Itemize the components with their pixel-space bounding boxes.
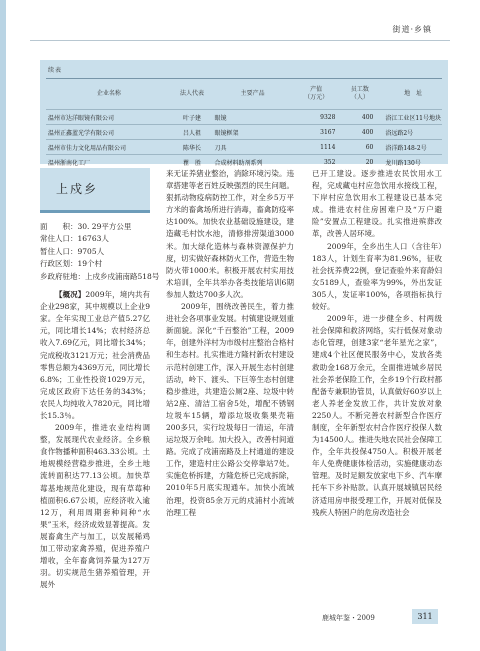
header-person: 法人代表 — [180, 90, 205, 97]
cell-name: 温州正鑫蓝光学有限公司 — [46, 125, 171, 140]
cell-product: 眼镜 — [213, 110, 291, 125]
cell-person: 瞿 胜 — [171, 155, 214, 170]
cell-address: 浴远路2号 — [379, 125, 442, 140]
paragraph-continued: 已开工建设。逐步推进农民饮用水工程，完成藏屯村应急饮用水接线工程，下岸村应急饮用水工程建设已基本完成。推进农村住房困难户及“万户避险”安置点工程建设。扎实推进殡葬改革，改善人居环境。 — [312, 169, 442, 239]
cell-product: 刀具 — [213, 140, 291, 155]
header-employees — [339, 79, 379, 110]
fact-resident-population: 常住人口：16763人 — [40, 234, 109, 244]
table-header-row — [46, 79, 442, 110]
page-number: 311 — [412, 609, 438, 624]
fact-temporary-population: 暂住人口：9705人 — [40, 246, 105, 256]
header-rule — [30, 40, 450, 41]
cell-person: 吕人祖 — [171, 125, 214, 140]
town-facts — [40, 221, 160, 283]
cell-address: 龙川路130号 — [379, 155, 442, 170]
text-column-3 — [312, 168, 442, 519]
section-header: 街道·乡镇 — [392, 25, 432, 34]
header-emp-line2: （人） — [350, 94, 369, 101]
cell-employees: 400 — [339, 110, 379, 125]
cell-value: 352 — [292, 155, 340, 170]
left-decorative-bar — [0, 0, 6, 651]
cell-address: 浴江工业区11号地块 — [379, 110, 442, 125]
header-value-line1: 产值 — [310, 86, 323, 93]
article-title: 上戍乡 — [56, 181, 99, 196]
fact-administrative-division: 行政区划：19个村 — [40, 259, 103, 269]
cell-value: 9328 — [292, 110, 340, 125]
cell-employees: 20 — [339, 155, 379, 170]
enterprise-table-panel — [40, 60, 448, 167]
fact-government-seat: 乡政府驻地：上戍乡戍浦南路518号 — [40, 271, 160, 281]
cell-name: 温州浙南化工厂 — [46, 155, 171, 170]
table-row — [46, 110, 442, 125]
header-value — [292, 79, 340, 110]
table-row — [46, 155, 442, 170]
cell-product: 眼镜框架 — [213, 125, 291, 140]
cell-value: 3167 — [292, 125, 340, 140]
overview-paragraph — [40, 289, 150, 422]
cell-person: 陈华长 — [171, 140, 214, 155]
table-row — [46, 125, 442, 140]
table-row — [46, 140, 442, 155]
header-name: 企业名称 — [96, 90, 121, 97]
family-planning-paragraph: 2009年，全乡出生人口（含往年）183人，计划生育率为81.96%，征收社会抚养费22例，登记查验外来育龄妇女5189人，查验率为99%，外出发证305人，发证率100%，各项指标执行较好。 — [312, 241, 442, 312]
text-column-1 — [40, 168, 160, 591]
agriculture-paragraph: 2009年，推进农业结构调整，发展现代农业经济。全乡粮食作物播种面积463.33公顷。土地规模经营稳步推进，全乡土地流转面积达77.13公顷。加快草莓基地规范化建设，现有草莓种植面积6.67公顷，应经济收入逾12万，利用周期套种间种“水果”玉米，经济成效显著提高。发展畜禽生产与加工，以发展稀鸡加工带动家禽养殖，促进养殖户增收，全年畜禽饲养量为127万羽。切实规范生猪养殖管理，开展外 — [40, 423, 150, 590]
cell-employees: 60 — [339, 140, 379, 155]
header-value-line2: （万元） — [304, 94, 329, 101]
cell-name: 温州市佳力文化用品有限公司 — [46, 140, 171, 155]
cell-person: 叶子建 — [171, 110, 214, 125]
header-product: 主要产品 — [240, 90, 265, 97]
social-security-paragraph: 2009年，进一步健全乡、村两级社会保障和救济网络，实行低保对象动态化管理，创建3家“老年星光之家”，建成4个社区便民服务中心，发放各类救助金168万余元，全面推进城乡居民社会养老保险工作，全乡19个行政村都配备专兼职协管员，认真做好60岁以上老人养老金发放工作，共计发放对象2250人。不断完善农村新型合作医疗制度，全年新型农村合作医疗投保人数为14500人。推进失地农民社会保障工作，全年共投保4750人。积极开展老年人免费健康体检活动，实施健康动态管理。及时足额发放家电下乡、汽车摩托车下乡补贴款。认真开展城镇居民经济适用房申报受理工作，开展对低保及残疾人特困户的危房改造社会 — [312, 314, 442, 517]
cell-value: 1114 — [292, 140, 340, 155]
social-development-paragraph: 2009年，围绕改善民生，着力推进社会各项事业发展。村镇建设规划重新面貌。深化“千百整治”工程，2009年，创建外洋村为市级村庄整治合格村和生态村。扎实推进方隆村新农村建设示范村创建工作，深入开展生态村创建活动，岭下、渡头、下巨等生态村创建稳步推进，共建造公厕2座、垃圾中转站2座、清洁工宿舍5处，增配不锈钢垃圾车15辆，增添垃圾收集果壳箱200多只，实行垃圾每日一清运，年清运垃圾万余吨。加大投入，改善村间道路。完成了戍浦南路及上村通道的建设工作，建造村庄公路公交停靠站7处。实施危桥拆建，方隆危桥已完成拆除，2010年5月底实现通车。加快小流域治理，投资85余万元的戍浦村小流域治理工程 — [166, 302, 294, 517]
cell-address: 浴洋路148-2号 — [379, 140, 442, 155]
article-title-box — [40, 168, 150, 213]
table-title: 续表 — [48, 67, 63, 74]
journal-name: 鹿城年鉴・2009 — [322, 614, 375, 622]
cell-product: 合成材料助剂系列 — [213, 155, 291, 170]
overview-tag: 【概况】 — [55, 290, 86, 300]
header-address: 地 址 — [404, 90, 423, 97]
header-emp-line1: 员工数 — [350, 86, 369, 93]
cell-name: 温州市达洋眼镜有限公司 — [46, 110, 171, 125]
text-column-2 — [166, 168, 294, 519]
overview-text: 2009年，境内共有企业298家，其中规模以上企业9家。全年实现工业总产值5.27亿元，同比增长14%；农村经济总收入7.69亿元，同比增长34%；完成税收3121万元；社会消费品零售总额为4369万元，同比增长6.8%；工业性投资1029万元，完成区政府下达任务的343%；农民人均纯收入7820元，同比增长15.3％。 — [40, 290, 151, 420]
cell-employees: 400 — [339, 125, 379, 140]
paragraph-continued: 来无证养猪业整治，消除环境污染。违章搭建等老百姓反映强烈的民生问题。狠抓动物疫病防控工作，对全乡5万平方米的畜禽场所进行消毒，畜禽防疫率达100%。加快农业基础设施建设，建造藏毛村饮水池，清修排涝渠道3000米。加大绿化造林与森林资源保护力度，切实做好森林防火工作，营造生物防火带1000米。积极开展农村实用技术培训，全年共举办各类技能培训6期参加人数达700多人次。 — [166, 169, 294, 299]
fact-area: 面 积：30. 29平方公里 — [40, 222, 132, 231]
enterprise-table — [46, 79, 442, 169]
